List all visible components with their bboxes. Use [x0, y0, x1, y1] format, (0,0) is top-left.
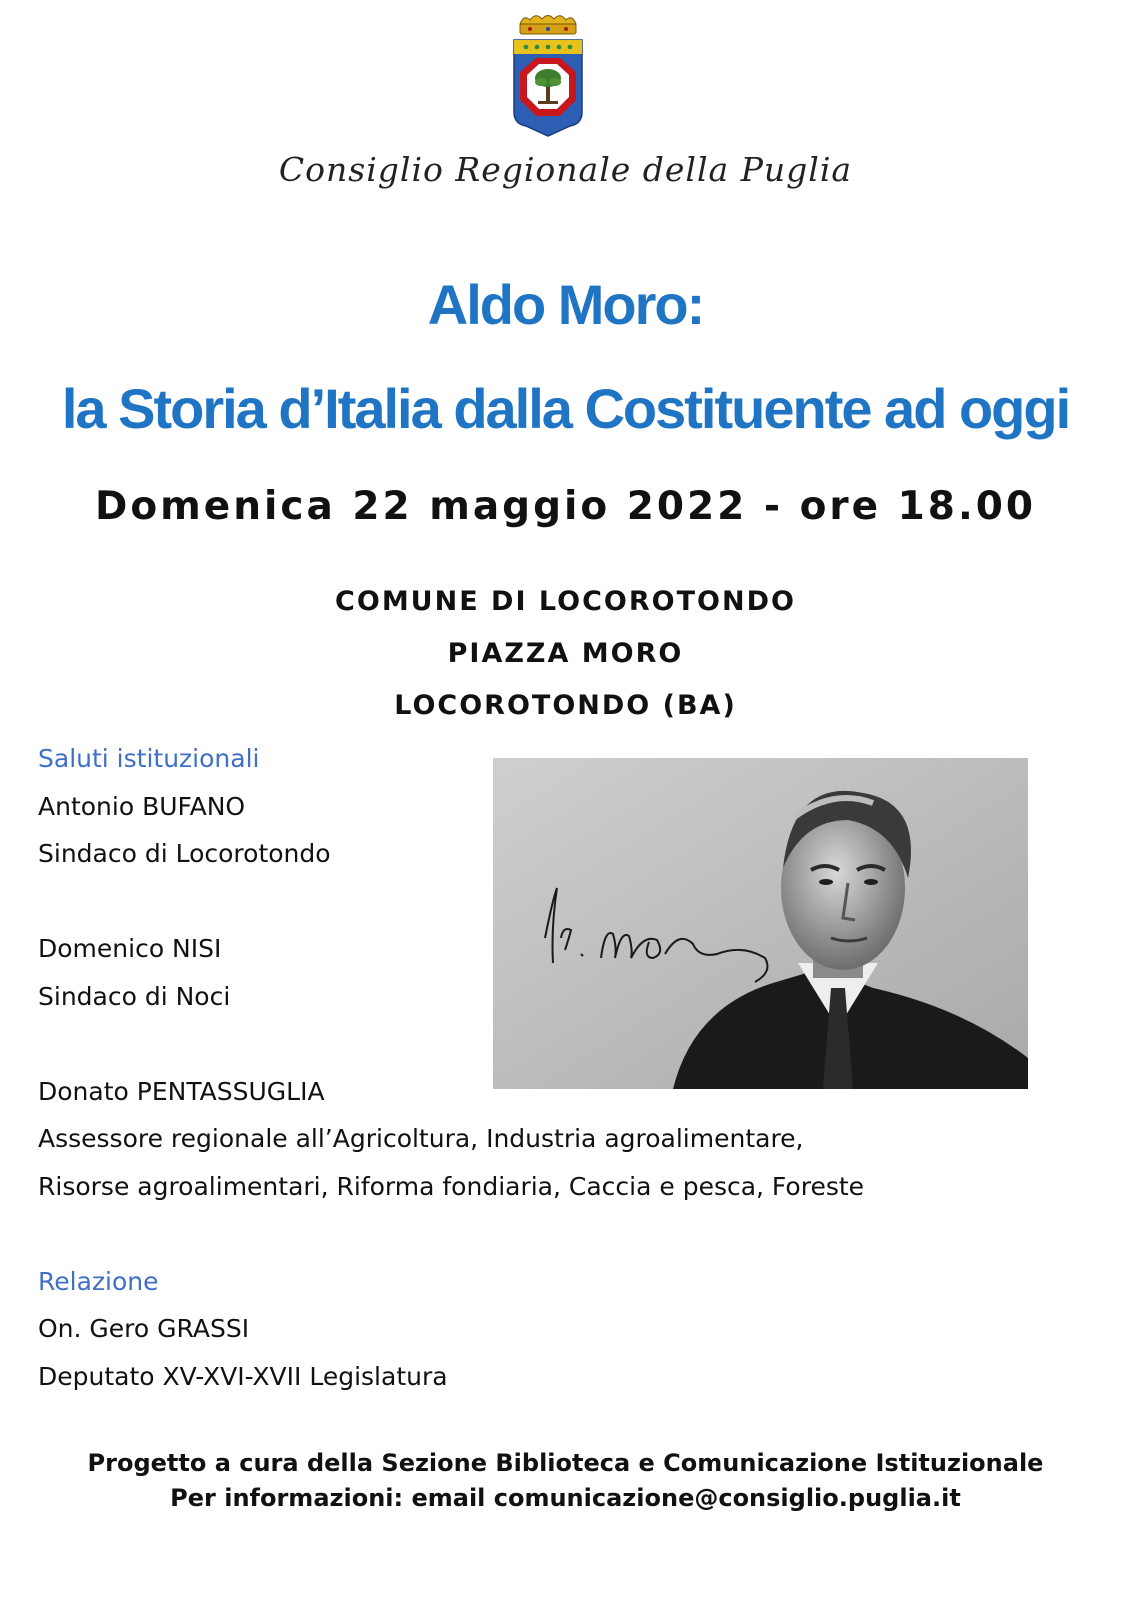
report-heading: Relazione — [38, 1266, 159, 1296]
venue-line1: COMUNE DI LOCOROTONDO — [335, 586, 796, 617]
speaker3-role-line1: Assessore regionale all’Agricoltura, Industria agroalimentare, — [38, 1124, 804, 1153]
speaker3-name: Donato PENTASSUGLIA — [38, 1076, 325, 1106]
event-title-line1: Aldo Moro: — [427, 273, 704, 336]
event-title-line2: la Storia d’Italia dalla Costituente ad oggi — [61, 377, 1070, 440]
spacer — [38, 1210, 1038, 1258]
speaker1-name: Antonio BUFANO — [38, 791, 246, 821]
reporter-role: Deputato XV-XVI-XVII Legislatura — [38, 1361, 448, 1391]
speaker1-role: Sindaco di Locorotondo — [38, 839, 331, 868]
venue-line2: PIAZZA MORO — [447, 638, 684, 669]
greetings-heading: Saluti istituzionali — [38, 744, 260, 773]
speaker3-role-line2: Risorse agroalimentari, Riforma fondiaria, Caccia e pesca, Foreste — [38, 1171, 865, 1201]
event-date-time: Domenica 22 maggio 2022 - ore 18.00 — [94, 484, 1037, 529]
footer-line1: Progetto a cura della Sezione Biblioteca e Comunicazione Istituzionale — [87, 1449, 1044, 1477]
reporter-name: On. Gero GRASSI — [38, 1314, 250, 1343]
footer-contact-email[interactable]: Per informazioni: email comunicazione@consiglio.puglia.it — [170, 1484, 961, 1512]
speaker2-role: Sindaco di Noci — [38, 981, 231, 1011]
aldo-moro-portrait-photo — [493, 758, 1028, 1089]
regione-puglia-emblem-icon — [512, 12, 584, 140]
crown-icon — [520, 16, 576, 35]
speaker2-name: Domenico NISI — [38, 934, 222, 963]
venue-line3: LOCOROTONDO (BA) — [394, 690, 737, 721]
venue-block — [0, 576, 1131, 732]
org-name: Consiglio Regionale della Puglia — [278, 150, 853, 189]
footer — [0, 1446, 1131, 1516]
